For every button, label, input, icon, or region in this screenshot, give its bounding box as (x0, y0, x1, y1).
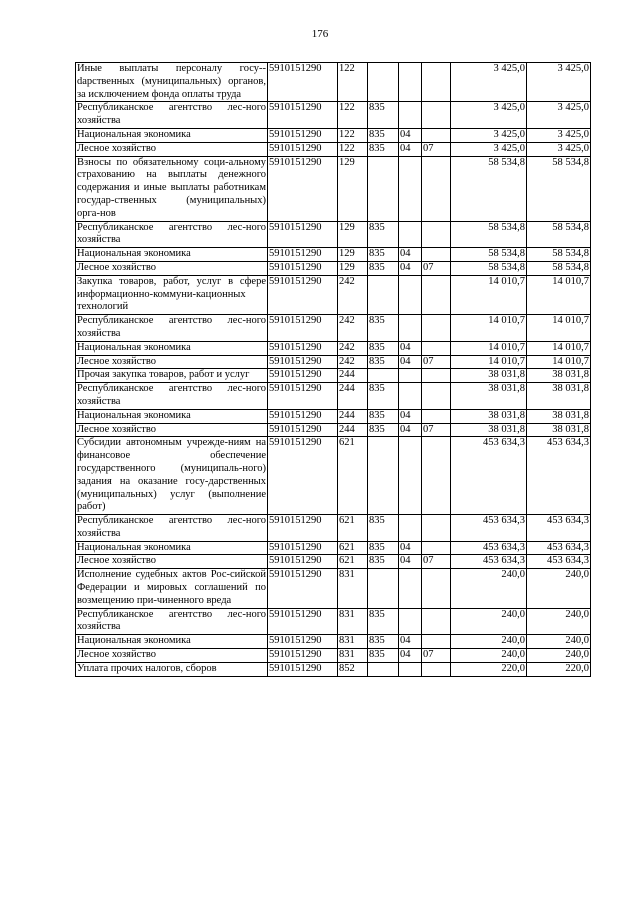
row-name-cell: Национальная экономика (76, 409, 268, 423)
amount-1-cell: 58 534,8 (451, 221, 527, 248)
section-code-cell (399, 437, 422, 515)
amount-1-cell: 453 634,3 (451, 437, 527, 515)
row-name-cell: Республиканское агентство лес-ного хозяйства (76, 383, 268, 410)
amount-2-cell: 453 634,3 (527, 437, 591, 515)
section-code-cell (399, 383, 422, 410)
amount-1-cell: 453 634,3 (451, 515, 527, 542)
subsection-code-cell (422, 341, 451, 355)
target-code-cell: 5910151290 (268, 275, 338, 314)
table-row (76, 437, 591, 515)
table-row (76, 635, 591, 649)
amount-1-cell: 240,0 (451, 608, 527, 635)
expense-type-cell: 122 (338, 102, 368, 129)
expense-type-cell: 831 (338, 635, 368, 649)
target-code-cell: 5910151290 (268, 63, 338, 102)
amount-2-cell: 38 031,8 (527, 383, 591, 410)
row-name-cell: Лесное хозяйство (76, 261, 268, 275)
subsection-code-cell (422, 437, 451, 515)
target-code-cell: 5910151290 (268, 369, 338, 383)
amount-1-cell: 14 010,7 (451, 315, 527, 342)
section-code-cell (399, 515, 422, 542)
expense-type-cell: 621 (338, 437, 368, 515)
expense-type-cell: 242 (338, 355, 368, 369)
expense-type-cell: 244 (338, 383, 368, 410)
amount-2-cell: 240,0 (527, 649, 591, 663)
amount-2-cell: 14 010,7 (527, 355, 591, 369)
ministry-code-cell: 835 (368, 608, 399, 635)
ministry-code-cell (368, 569, 399, 608)
subsection-code-cell (422, 156, 451, 221)
amount-2-cell: 240,0 (527, 569, 591, 608)
amount-2-cell: 14 010,7 (527, 341, 591, 355)
subsection-code-cell (422, 662, 451, 676)
amount-2-cell: 58 534,8 (527, 156, 591, 221)
section-code-cell: 04 (399, 555, 422, 569)
amount-1-cell: 453 634,3 (451, 541, 527, 555)
subsection-code-cell (422, 221, 451, 248)
ministry-code-cell: 835 (368, 383, 399, 410)
subsection-code-cell (422, 275, 451, 314)
target-code-cell: 5910151290 (268, 315, 338, 342)
section-code-cell (399, 63, 422, 102)
row-name-cell: Лесное хозяйство (76, 355, 268, 369)
expense-type-cell: 129 (338, 221, 368, 248)
ministry-code-cell: 835 (368, 248, 399, 262)
amount-1-cell: 38 031,8 (451, 369, 527, 383)
subsection-code-cell (422, 383, 451, 410)
amount-1-cell: 58 534,8 (451, 261, 527, 275)
row-name-cell: Субсидии автономным учрежде-ниям на финансовое обеспечение государственного (муниципаль-ного) задания на оказание госу-дарственных (муниципальных) услуг (выполнение работ) (76, 437, 268, 515)
target-code-cell: 5910151290 (268, 437, 338, 515)
expense-type-cell: 122 (338, 142, 368, 156)
subsection-code-cell (422, 409, 451, 423)
section-code-cell (399, 315, 422, 342)
section-code-cell (399, 662, 422, 676)
expense-type-cell: 244 (338, 369, 368, 383)
amount-2-cell: 58 534,8 (527, 261, 591, 275)
amount-1-cell: 58 534,8 (451, 156, 527, 221)
amount-1-cell: 240,0 (451, 649, 527, 663)
amount-2-cell: 14 010,7 (527, 315, 591, 342)
section-code-cell (399, 156, 422, 221)
amount-1-cell: 240,0 (451, 635, 527, 649)
expense-type-cell: 242 (338, 341, 368, 355)
target-code-cell: 5910151290 (268, 409, 338, 423)
subsection-code-cell (422, 369, 451, 383)
amount-2-cell: 3 425,0 (527, 63, 591, 102)
expense-type-cell: 244 (338, 423, 368, 437)
subsection-code-cell (422, 315, 451, 342)
ministry-code-cell: 835 (368, 555, 399, 569)
target-code-cell: 5910151290 (268, 515, 338, 542)
table-row (76, 569, 591, 608)
expense-type-cell: 242 (338, 275, 368, 314)
row-name-cell: Уплата прочих налогов, сборов (76, 662, 268, 676)
amount-1-cell: 38 031,8 (451, 383, 527, 410)
amount-1-cell: 58 534,8 (451, 248, 527, 262)
amount-2-cell: 3 425,0 (527, 128, 591, 142)
section-code-cell (399, 608, 422, 635)
expense-type-cell: 244 (338, 409, 368, 423)
row-name-cell: Национальная экономика (76, 635, 268, 649)
amount-2-cell: 240,0 (527, 608, 591, 635)
table-row (76, 156, 591, 221)
table-row (76, 355, 591, 369)
target-code-cell: 5910151290 (268, 156, 338, 221)
ministry-code-cell: 835 (368, 261, 399, 275)
expense-type-cell: 621 (338, 541, 368, 555)
expense-type-cell: 621 (338, 515, 368, 542)
expense-type-cell: 831 (338, 649, 368, 663)
ministry-code-cell (368, 662, 399, 676)
target-code-cell: 5910151290 (268, 635, 338, 649)
amount-1-cell: 3 425,0 (451, 63, 527, 102)
table-row (76, 142, 591, 156)
amount-1-cell: 3 425,0 (451, 128, 527, 142)
expense-type-cell: 831 (338, 608, 368, 635)
amount-1-cell: 3 425,0 (451, 142, 527, 156)
section-code-cell: 04 (399, 409, 422, 423)
row-name-cell: Закупка товаров, работ, услуг в сфере информационно-коммуни-кационных технологий (76, 275, 268, 314)
section-code-cell (399, 102, 422, 129)
target-code-cell: 5910151290 (268, 608, 338, 635)
subsection-code-cell (422, 63, 451, 102)
expense-type-cell: 129 (338, 248, 368, 262)
ministry-code-cell: 835 (368, 515, 399, 542)
amount-1-cell: 220,0 (451, 662, 527, 676)
row-name-cell: Республиканское агентство лес-ного хозяйства (76, 515, 268, 542)
amount-2-cell: 38 031,8 (527, 369, 591, 383)
ministry-code-cell: 835 (368, 102, 399, 129)
ministry-code-cell: 835 (368, 221, 399, 248)
amount-2-cell: 3 425,0 (527, 142, 591, 156)
budget-table-body (76, 63, 591, 677)
ministry-code-cell: 835 (368, 355, 399, 369)
amount-1-cell: 38 031,8 (451, 423, 527, 437)
amount-2-cell: 3 425,0 (527, 102, 591, 129)
subsection-code-cell: 07 (422, 555, 451, 569)
amount-2-cell: 38 031,8 (527, 409, 591, 423)
section-code-cell (399, 569, 422, 608)
row-name-cell: Лесное хозяйство (76, 649, 268, 663)
ministry-code-cell: 835 (368, 541, 399, 555)
table-row (76, 515, 591, 542)
ministry-code-cell (368, 63, 399, 102)
ministry-code-cell: 835 (368, 341, 399, 355)
table-row (76, 409, 591, 423)
amount-2-cell: 38 031,8 (527, 423, 591, 437)
section-code-cell (399, 275, 422, 314)
subsection-code-cell (422, 128, 451, 142)
row-name-cell: Взносы по обязательному соци-альному страхованию на выплаты денежного содержания и иные выплаты работникам государ-ственных (муниципальных) орга-нов (76, 156, 268, 221)
table-row (76, 341, 591, 355)
subsection-code-cell (422, 102, 451, 129)
section-code-cell (399, 369, 422, 383)
ministry-code-cell: 835 (368, 315, 399, 342)
target-code-cell: 5910151290 (268, 662, 338, 676)
amount-2-cell: 453 634,3 (527, 555, 591, 569)
target-code-cell: 5910151290 (268, 261, 338, 275)
target-code-cell: 5910151290 (268, 102, 338, 129)
target-code-cell: 5910151290 (268, 383, 338, 410)
section-code-cell: 04 (399, 128, 422, 142)
target-code-cell: 5910151290 (268, 221, 338, 248)
amount-2-cell: 240,0 (527, 635, 591, 649)
amount-2-cell: 58 534,8 (527, 248, 591, 262)
expense-type-cell: 852 (338, 662, 368, 676)
amount-1-cell: 240,0 (451, 569, 527, 608)
subsection-code-cell (422, 569, 451, 608)
target-code-cell: 5910151290 (268, 142, 338, 156)
row-name-cell: Национальная экономика (76, 128, 268, 142)
ministry-code-cell: 835 (368, 409, 399, 423)
row-name-cell: Республиканское агентство лес-ного хозяйства (76, 221, 268, 248)
expense-type-cell: 122 (338, 63, 368, 102)
amount-1-cell: 453 634,3 (451, 555, 527, 569)
expense-type-cell: 122 (338, 128, 368, 142)
subsection-code-cell (422, 541, 451, 555)
expense-type-cell: 621 (338, 555, 368, 569)
section-code-cell: 04 (399, 423, 422, 437)
ministry-code-cell: 835 (368, 128, 399, 142)
target-code-cell: 5910151290 (268, 423, 338, 437)
table-row (76, 649, 591, 663)
table-row (76, 261, 591, 275)
expense-type-cell: 129 (338, 261, 368, 275)
ministry-code-cell (368, 437, 399, 515)
table-row (76, 275, 591, 314)
table-row (76, 608, 591, 635)
table-row (76, 541, 591, 555)
table-row (76, 248, 591, 262)
row-name-cell: Иные выплаты персоналу госу-dарственных (муниципальных) органов, за исключением фонда оплаты труда (76, 63, 268, 102)
table-row (76, 662, 591, 676)
table-row (76, 423, 591, 437)
row-name-cell: Исполнение судебных актов Рос-сийской Федерации и мировых соглашений по возмещению при-чиненного вреда (76, 569, 268, 608)
ministry-code-cell: 835 (368, 635, 399, 649)
row-name-cell: Республиканское агентство лес-ного хозяйства (76, 102, 268, 129)
subsection-code-cell (422, 635, 451, 649)
row-name-cell: Республиканское агентство лес-ного хозяйства (76, 608, 268, 635)
expense-type-cell: 129 (338, 156, 368, 221)
target-code-cell: 5910151290 (268, 355, 338, 369)
target-code-cell: 5910151290 (268, 541, 338, 555)
amount-2-cell: 14 010,7 (527, 275, 591, 314)
table-row (76, 383, 591, 410)
amount-2-cell: 453 634,3 (527, 515, 591, 542)
expense-type-cell: 242 (338, 315, 368, 342)
amount-1-cell: 3 425,0 (451, 102, 527, 129)
section-code-cell: 04 (399, 649, 422, 663)
table-row (76, 221, 591, 248)
section-code-cell: 04 (399, 248, 422, 262)
subsection-code-cell: 07 (422, 355, 451, 369)
subsection-code-cell (422, 608, 451, 635)
row-name-cell: Лесное хозяйство (76, 142, 268, 156)
row-name-cell: Национальная экономика (76, 541, 268, 555)
row-name-cell: Лесное хозяйство (76, 423, 268, 437)
section-code-cell: 04 (399, 261, 422, 275)
target-code-cell: 5910151290 (268, 569, 338, 608)
subsection-code-cell: 07 (422, 142, 451, 156)
ministry-code-cell: 835 (368, 423, 399, 437)
subsection-code-cell: 07 (422, 423, 451, 437)
amount-1-cell: 38 031,8 (451, 409, 527, 423)
row-name-cell: Лесное хозяйство (76, 555, 268, 569)
target-code-cell: 5910151290 (268, 128, 338, 142)
row-name-cell: Национальная экономика (76, 248, 268, 262)
section-code-cell: 04 (399, 341, 422, 355)
row-name-cell: Национальная экономика (76, 341, 268, 355)
amount-1-cell: 14 010,7 (451, 275, 527, 314)
subsection-code-cell (422, 515, 451, 542)
table-row (76, 315, 591, 342)
section-code-cell: 04 (399, 142, 422, 156)
table-row (76, 102, 591, 129)
section-code-cell: 04 (399, 635, 422, 649)
page-number: 176 (311, 28, 329, 40)
amount-2-cell: 220,0 (527, 662, 591, 676)
budget-table (75, 62, 591, 677)
ministry-code-cell: 835 (368, 649, 399, 663)
section-code-cell (399, 221, 422, 248)
section-code-cell: 04 (399, 541, 422, 555)
table-row (76, 555, 591, 569)
row-name-cell: Прочая закупка товаров, работ и услуг (76, 369, 268, 383)
table-row (76, 369, 591, 383)
subsection-code-cell: 07 (422, 649, 451, 663)
ministry-code-cell (368, 275, 399, 314)
subsection-code-cell: 07 (422, 261, 451, 275)
ministry-code-cell (368, 156, 399, 221)
expense-type-cell: 831 (338, 569, 368, 608)
section-code-cell: 04 (399, 355, 422, 369)
ministry-code-cell (368, 369, 399, 383)
ministry-code-cell: 835 (368, 142, 399, 156)
amount-1-cell: 14 010,7 (451, 341, 527, 355)
row-name-cell: Республиканское агентство лес-ного хозяйства (76, 315, 268, 342)
target-code-cell: 5910151290 (268, 248, 338, 262)
target-code-cell: 5910151290 (268, 649, 338, 663)
target-code-cell: 5910151290 (268, 341, 338, 355)
amount-2-cell: 453 634,3 (527, 541, 591, 555)
target-code-cell: 5910151290 (268, 555, 338, 569)
subsection-code-cell (422, 248, 451, 262)
amount-1-cell: 14 010,7 (451, 355, 527, 369)
amount-2-cell: 58 534,8 (527, 221, 591, 248)
table-row (76, 63, 591, 102)
table-row (76, 128, 591, 142)
